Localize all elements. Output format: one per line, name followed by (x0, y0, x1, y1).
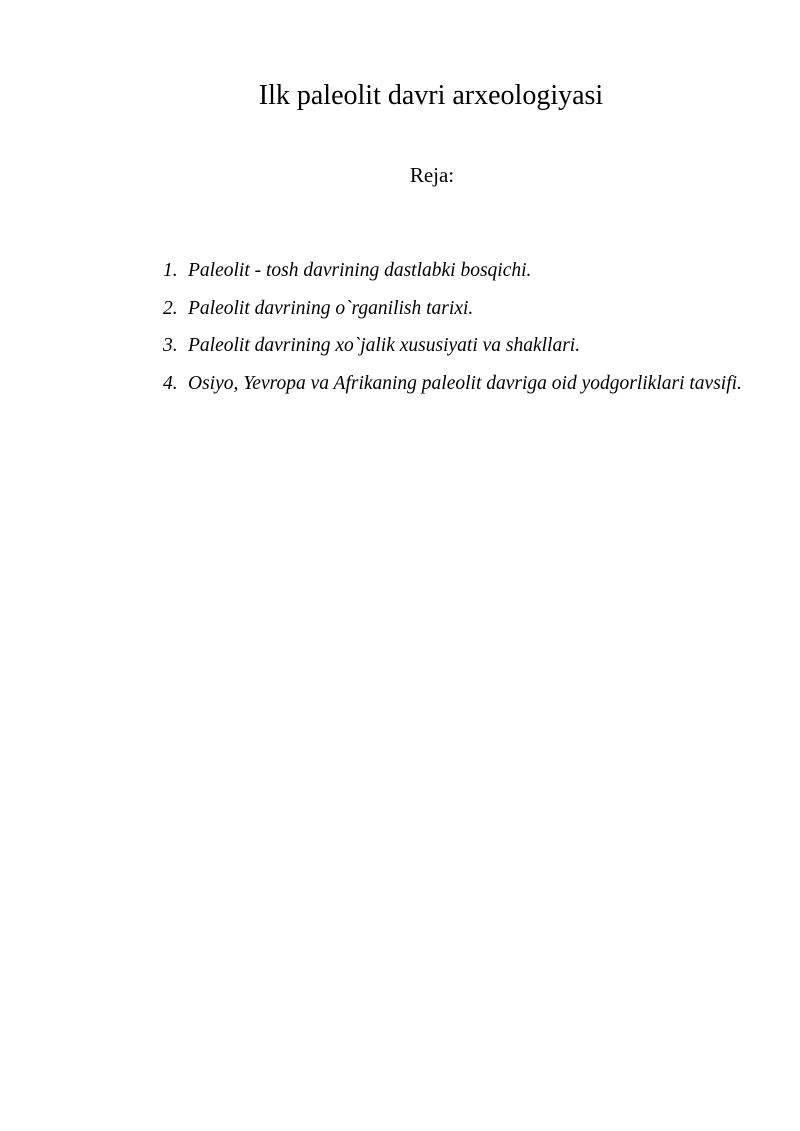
plan-item (160, 365, 750, 403)
plan-item (160, 252, 750, 290)
plan-item-text: Paleolit davrining xo`jalik xususiyati va shakllari. (188, 335, 581, 356)
plan-item-number: 2. (163, 297, 178, 319)
plan-item (160, 290, 750, 328)
plan-item-number: 3. (163, 335, 178, 356)
plan-list (160, 252, 750, 402)
plan-item (160, 327, 750, 365)
plan-heading: Reja: (409, 163, 455, 187)
document-title: Ilk paleolit davri arxeologiyasi (258, 80, 604, 111)
plan-item-number: 4. (163, 372, 178, 394)
plan-item-text: Osiyo, Yevropa va Afrikaning paleolit davriga oid yodgorliklari tavsifi. (188, 372, 742, 394)
plan-item-text: Paleolit davrining o`rganilish tarixi. (188, 297, 474, 319)
plan-item-text: Paleolit - tosh davrining dastlabki bosqichi. (188, 260, 532, 281)
plan-item-number: 1. (163, 260, 178, 281)
